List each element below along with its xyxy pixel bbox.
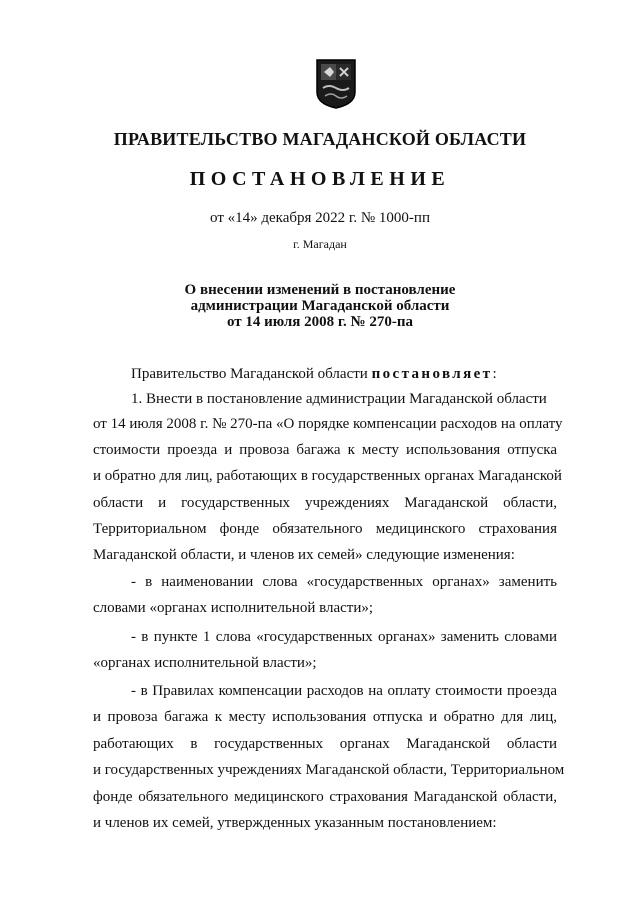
body-line: «органах исполнительной власти»; — [93, 655, 317, 671]
subject-line: О внесении изменений в постановление — [184, 282, 456, 298]
body-line: и провоза багажа к месту использования отпуска и обратно для лиц, — [93, 709, 557, 725]
body-line: и государственных учреждениях Магаданской области, Территориальном — [93, 762, 565, 778]
body-line: области и государственных учреждениях Магаданской области, — [93, 495, 557, 511]
city-name: г. Магадан — [293, 237, 347, 251]
subject-line: администрации Магаданской области — [190, 298, 450, 314]
government-name: ПРАВИТЕЛЬСТВО МАГАДАНСКОЙ ОБЛАСТИ — [113, 129, 527, 149]
body-line: и членов их семей, утвержденных указанным постановлением: — [93, 815, 497, 831]
body-line: стоимости проезда и провоза багажа к месту использования отпуска — [93, 442, 557, 458]
subject-line: от 14 июля 2008 г. № 270-па — [226, 314, 413, 330]
body-line: - в Правилах компенсации расходов на оплату стоимости проезда — [131, 683, 557, 699]
preamble-line — [131, 366, 497, 383]
body-line: работающих в государственных органах Магаданской области — [93, 736, 557, 752]
body-line: фонде обязательного медицинского страхования Магаданской области, — [93, 789, 557, 805]
body-line: словами «органах исполнительной власти»; — [93, 600, 374, 616]
body-line: - в пункте 1 слова «государственных органах» заменить словами — [131, 629, 557, 645]
document-subject — [0, 282, 640, 330]
body-line: и обратно для лиц, работающих в государственных органах Магаданской — [93, 468, 562, 484]
document-type-title: ПОСТАНОВЛЕНИЕ — [189, 168, 451, 190]
resolves-word: постановляет — [371, 366, 493, 382]
body-line: 1. Внести в постановление администрации Магаданской области — [131, 391, 547, 407]
coat-of-arms-icon — [315, 58, 357, 110]
preamble-text: Правительство Магаданской области — [131, 366, 368, 382]
body-line: - в наименовании слова «государственных органах» заменить — [131, 574, 557, 590]
date-and-number: от «14» декабря 2022 г. № 1000-пп — [210, 210, 430, 226]
body-line: Магаданской области, и членов их семей» следующие изменения: — [93, 547, 515, 563]
body-line: Территориальном фонде обязательного медицинского страхования — [93, 521, 557, 537]
preamble-colon: : — [492, 366, 497, 382]
body-line: от 14 июля 2008 г. № 270-па «О порядке компенсации расходов на оплату — [93, 416, 563, 432]
